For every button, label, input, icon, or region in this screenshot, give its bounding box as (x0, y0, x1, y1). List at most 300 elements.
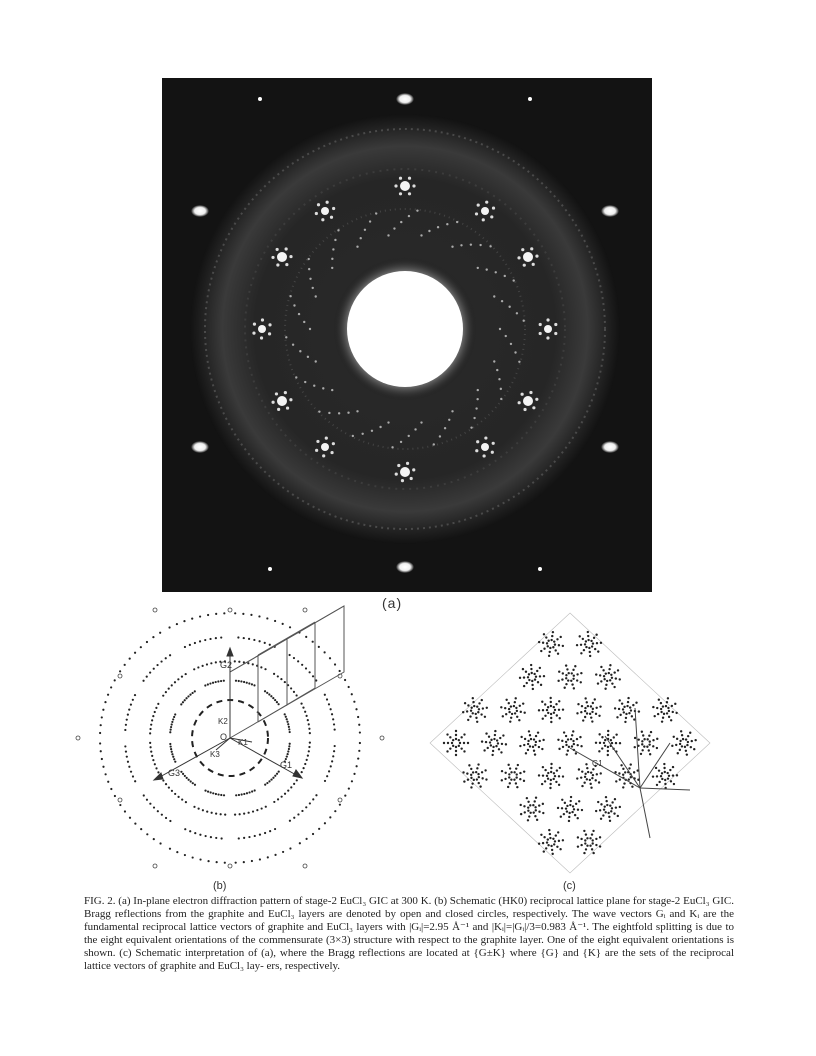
bragg-dot (513, 771, 515, 773)
closed-circle (184, 828, 186, 830)
bragg-dot (592, 708, 594, 710)
bragg-dot (538, 746, 540, 748)
bragg-dot (582, 719, 584, 721)
bragg-dot (607, 812, 609, 814)
closed-circle (287, 750, 289, 752)
bragg-dot (690, 746, 692, 748)
bragg-dot (577, 744, 579, 746)
bragg-dot (508, 776, 510, 778)
bragg-dot (609, 679, 611, 681)
bragg-dot (600, 772, 602, 774)
bragg-dot (562, 708, 564, 710)
satellite-spot (330, 451, 333, 454)
bragg-dot (560, 636, 562, 638)
bragg-dot (462, 711, 464, 713)
closed-circle (264, 784, 266, 786)
bragg-dot (604, 688, 606, 690)
satellite-spot (268, 323, 271, 326)
diffuse-spot (493, 295, 495, 297)
bragg-dot (541, 701, 543, 703)
label-K2: K2 (218, 717, 228, 726)
satellite-spot (399, 177, 402, 180)
bragg-dot (519, 745, 521, 747)
bragg-dot (661, 778, 663, 780)
closed-circle (334, 745, 336, 747)
closed-circle (353, 773, 355, 775)
closed-circle (253, 639, 255, 641)
bragg-dot (558, 670, 560, 672)
bragg-dot (595, 742, 597, 744)
closed-circle (215, 681, 217, 683)
closed-circle (223, 680, 225, 682)
bragg-dot (584, 710, 586, 712)
closed-circle (154, 763, 156, 765)
diffuse-spot (331, 267, 333, 269)
closed-circle (247, 662, 249, 664)
bragg-dot (586, 845, 588, 847)
closed-circle (149, 746, 151, 748)
bragg-dot (604, 805, 606, 807)
bragg-dot (557, 680, 559, 682)
bragg-dot (558, 644, 560, 646)
bragg-dot (537, 731, 539, 733)
closed-circle (134, 780, 136, 782)
closed-circle (251, 683, 253, 685)
bragg-dot (557, 831, 559, 833)
closed-circle (216, 861, 218, 863)
bragg-dot (592, 642, 594, 644)
bragg-dot (515, 776, 517, 778)
satellite-spot (399, 192, 402, 195)
bragg-dot (574, 665, 576, 667)
closed-circle (289, 626, 291, 628)
closed-circle (235, 680, 237, 682)
panel-label-b: (b) (213, 880, 227, 892)
satellite-spot (521, 248, 524, 251)
closed-circle (168, 786, 170, 788)
closed-circle (125, 724, 127, 726)
closed-circle (258, 615, 260, 617)
bragg-dot (529, 734, 531, 736)
bragg-dot (533, 738, 535, 740)
bragg-dot (595, 810, 597, 812)
bragg-dot (629, 706, 631, 708)
closed-circle (248, 682, 250, 684)
bragg-dot (542, 774, 544, 776)
closed-circle (274, 854, 276, 856)
closed-circle (169, 743, 171, 745)
closed-circle (242, 613, 244, 615)
satellite-spot (275, 392, 278, 395)
bragg-dot (684, 746, 686, 748)
bragg-dot (542, 739, 544, 741)
bragg-dot (667, 697, 669, 699)
closed-circle (153, 668, 155, 670)
bragg-dot (577, 836, 579, 838)
bragg-dot (581, 705, 583, 707)
bragg-dot (595, 838, 597, 840)
closed-circle (217, 680, 219, 682)
closed-circle (274, 775, 276, 777)
bragg-dot (488, 736, 490, 738)
closed-circle (351, 693, 353, 695)
open-circle (76, 736, 80, 740)
closed-circle (199, 615, 201, 617)
bragg-dot (551, 853, 553, 855)
diffuse-spot (500, 388, 502, 390)
bragg-dot (517, 764, 519, 766)
bragg-dot (529, 745, 531, 747)
closed-circle (132, 699, 134, 701)
closed-circle (301, 771, 303, 773)
closed-circle (248, 836, 250, 838)
bragg-dot (609, 820, 611, 822)
satellite-spot (529, 391, 532, 394)
bragg-dot (590, 705, 592, 707)
bragg-dot (595, 779, 597, 781)
closed-circle (194, 784, 196, 786)
closed-circle (289, 847, 291, 849)
closed-circle (149, 728, 151, 730)
bragg-dot (527, 801, 529, 803)
bragg-dot (656, 775, 658, 777)
closed-circle (287, 753, 289, 755)
satellite-spot (260, 336, 263, 339)
closed-circle (199, 834, 201, 836)
closed-circle (356, 765, 358, 767)
bragg-dot (610, 810, 612, 812)
bragg-dot (443, 742, 445, 744)
closed-circle (215, 637, 217, 639)
bragg-dot (597, 650, 599, 652)
closed-circle (248, 812, 250, 814)
bragg-dot (459, 742, 461, 744)
bragg-dot (589, 844, 591, 846)
bragg-dot (458, 745, 460, 747)
bragg-dot (599, 809, 601, 811)
closed-circle (152, 759, 154, 761)
bragg-dot (551, 635, 553, 637)
closed-circle (281, 796, 283, 798)
bragg-dot (567, 738, 569, 740)
bragg-dot (496, 739, 498, 741)
bragg-dot (555, 703, 557, 705)
reciprocal-lattice-schematic (70, 600, 390, 885)
closed-circle (330, 708, 332, 710)
closed-circle (150, 750, 152, 752)
closed-circle (307, 755, 309, 757)
bragg-dot (561, 740, 563, 742)
bragg-dot (615, 733, 617, 735)
bragg-dot (641, 749, 643, 751)
closed-circle (134, 652, 136, 654)
closed-circle (146, 675, 148, 677)
diffuse-spot (387, 234, 389, 236)
bragg-dot (532, 746, 534, 748)
closed-circle (207, 860, 209, 862)
satellite-spot (252, 331, 255, 334)
bragg-dot (577, 809, 579, 811)
bragg-dot (455, 746, 457, 748)
closed-circle (344, 679, 346, 681)
closed-circle (329, 657, 331, 659)
closed-circle (171, 753, 173, 755)
diffuse-spot (489, 245, 491, 247)
closed-circle (125, 750, 127, 752)
satellite-spot (332, 207, 335, 210)
closed-circle (305, 806, 307, 808)
bragg-dot (600, 666, 602, 668)
bragg-dot (628, 778, 630, 780)
closed-circle (204, 789, 206, 791)
bragg-dot (648, 735, 650, 737)
closed-circle (215, 793, 217, 795)
bragg-dot (547, 640, 549, 642)
closed-circle (269, 644, 271, 646)
bragg-dot (477, 763, 479, 765)
closed-circle (288, 654, 290, 656)
bragg-dot (558, 700, 560, 702)
diffuse-spot (331, 258, 333, 260)
bragg-dot (553, 772, 555, 774)
closed-circle (132, 775, 134, 777)
bragg-dot (476, 721, 478, 723)
bragg-dot (649, 740, 651, 742)
satellite-spot (332, 442, 335, 445)
bragg-dot (559, 848, 561, 850)
bragg-dot (558, 784, 560, 786)
bragg-spot (528, 97, 532, 101)
closed-circle (199, 858, 201, 860)
closed-circle (353, 701, 355, 703)
closed-circle (160, 660, 162, 662)
bragg-dot (660, 775, 662, 777)
closed-circle (124, 745, 126, 747)
bragg-dot (540, 650, 542, 652)
satellite-spot (483, 454, 486, 457)
bragg-dot (481, 771, 483, 773)
bragg-dot (494, 734, 496, 736)
closed-circle (297, 660, 299, 662)
bragg-dot (550, 763, 552, 765)
bragg-dot (451, 742, 453, 744)
satellite-spot (315, 449, 318, 452)
bragg-dot (608, 816, 610, 818)
bragg-dot (562, 746, 564, 748)
superlattice-spot (321, 207, 329, 215)
closed-circle (223, 612, 225, 614)
superlattice-spot (544, 325, 552, 333)
bragg-dot (617, 815, 619, 817)
bragg-dot (610, 674, 612, 676)
bragg-dot (559, 717, 561, 719)
bragg-dot (507, 764, 509, 766)
bragg-dot (673, 783, 675, 785)
diffuse-spot (475, 407, 477, 409)
bragg-dot (643, 738, 645, 740)
bragg-dot (658, 699, 660, 701)
bragg-dot (485, 732, 487, 734)
bragg-dot (580, 711, 582, 713)
bragg-dot (584, 773, 586, 775)
bragg-dot (523, 805, 525, 807)
closed-circle (266, 692, 268, 694)
diffuse-spot (331, 389, 333, 391)
closed-circle (274, 828, 276, 830)
bragg-dot (661, 720, 663, 722)
bragg-dot (592, 852, 594, 854)
bragg-dot (687, 741, 689, 743)
closed-circle (308, 728, 310, 730)
closed-circle (169, 731, 171, 733)
bragg-dot (552, 631, 554, 633)
bragg-dot (449, 736, 451, 738)
closed-circle (357, 757, 359, 759)
bragg-dot (660, 702, 662, 704)
bragg-dot (543, 675, 545, 677)
closed-circle (215, 613, 217, 615)
bragg-dot (676, 738, 678, 740)
bragg-dot (598, 733, 600, 735)
bragg-dot (585, 763, 587, 765)
bragg-dot (547, 844, 549, 846)
diffuse-spot (416, 209, 418, 211)
bragg-dot (676, 774, 678, 776)
bragg-dot (447, 742, 449, 744)
bragg-dot (615, 742, 617, 744)
bragg-dot (590, 771, 592, 773)
bragg-dot (538, 842, 540, 844)
bragg-dot (664, 783, 666, 785)
bragg-dot (515, 697, 517, 699)
bragg-dot (586, 837, 588, 839)
closed-circle (238, 794, 240, 796)
bragg-dot (600, 803, 602, 805)
bragg-dot (632, 704, 634, 706)
closed-circle (215, 813, 217, 815)
closed-circle (126, 756, 128, 758)
closed-circle (273, 801, 275, 803)
bragg-dot (481, 699, 483, 701)
bragg-dot (532, 688, 534, 690)
bragg-dot (569, 804, 571, 806)
bragg-dot (527, 749, 529, 751)
closed-circle (124, 810, 126, 812)
bragg-dot (500, 706, 502, 708)
bragg-dot (530, 668, 532, 670)
bragg-dot (546, 642, 548, 644)
bragg-dot (507, 786, 509, 788)
closed-circle (127, 761, 129, 763)
diffuse-spot (400, 221, 402, 223)
diffuse-spot (352, 435, 354, 437)
caption-line: FIG. 2. (a) In-plane electron diffraction pattern of stage-2 EuCl₃ GIC at 300 K. (b) Schematic (HK0) reciprocal lattice plane for (84, 895, 646, 907)
diffuse-spot (334, 239, 336, 241)
bragg-dot (572, 669, 574, 671)
closed-circle (339, 670, 341, 672)
closed-circle (258, 640, 260, 642)
bragg-dot (455, 738, 457, 740)
bragg-dot (648, 749, 650, 751)
bragg-dot (455, 734, 457, 736)
closed-circle (301, 810, 303, 812)
open-circle (153, 864, 157, 868)
diffuse-spot (470, 243, 472, 245)
closed-circle (107, 781, 109, 783)
closed-circle (252, 810, 254, 812)
bragg-dot (667, 777, 669, 779)
diffraction-pattern-image (162, 78, 652, 592)
label-G3: G3 (168, 768, 181, 778)
closed-circle (199, 640, 201, 642)
closed-circle (295, 694, 297, 696)
bragg-dot (516, 710, 518, 712)
bragg-spot (538, 567, 542, 571)
closed-circle (124, 664, 126, 666)
bragg-dot (627, 701, 629, 703)
bragg-dot (646, 746, 648, 748)
bragg-dot (470, 710, 472, 712)
closed-circle (359, 742, 361, 744)
bragg-dot (547, 778, 549, 780)
bragg-dot (571, 683, 573, 685)
bragg-dot (592, 768, 594, 770)
closed-circle (101, 758, 103, 760)
bragg-dot (606, 680, 608, 682)
closed-circle (235, 862, 237, 864)
closed-circle (332, 755, 334, 757)
bragg-dot (656, 784, 658, 786)
satellite-spot (523, 264, 526, 267)
bragg-dot (576, 644, 578, 646)
closed-circle (143, 794, 145, 796)
bragg-dot (641, 743, 643, 745)
bragg-dot (501, 743, 503, 745)
closed-circle (174, 761, 176, 763)
satellite-spot (321, 218, 324, 221)
bragg-dot (630, 709, 632, 711)
diffuse-spot (501, 300, 503, 302)
bragg-dot (622, 708, 624, 710)
closed-circle (192, 856, 194, 858)
bragg-dot (617, 669, 619, 671)
bragg-dot (539, 675, 541, 677)
closed-circle (173, 758, 175, 760)
bragg-dot (594, 698, 596, 700)
bragg-dot (478, 702, 480, 704)
closed-circle (285, 716, 287, 718)
bragg-dot (591, 777, 593, 779)
bragg-dot (476, 778, 478, 780)
closed-circle (146, 641, 148, 643)
superlattice-spot (400, 181, 410, 191)
diffuse-spot (523, 319, 525, 321)
satellite-spot (322, 454, 325, 457)
bragg-spot (601, 441, 619, 453)
bragg-dot (524, 738, 526, 740)
bragg-dot (550, 717, 552, 719)
diffuse-spot (308, 258, 310, 260)
closed-circle (129, 658, 131, 660)
bragg-dot (529, 804, 531, 806)
diffuse-spot (315, 295, 317, 297)
open-circle (118, 674, 122, 678)
closed-circle (127, 713, 129, 715)
bragg-dot (591, 720, 593, 722)
satellite-spot (289, 255, 292, 258)
bragg-dot (656, 747, 658, 749)
bragg-dot (544, 715, 546, 717)
